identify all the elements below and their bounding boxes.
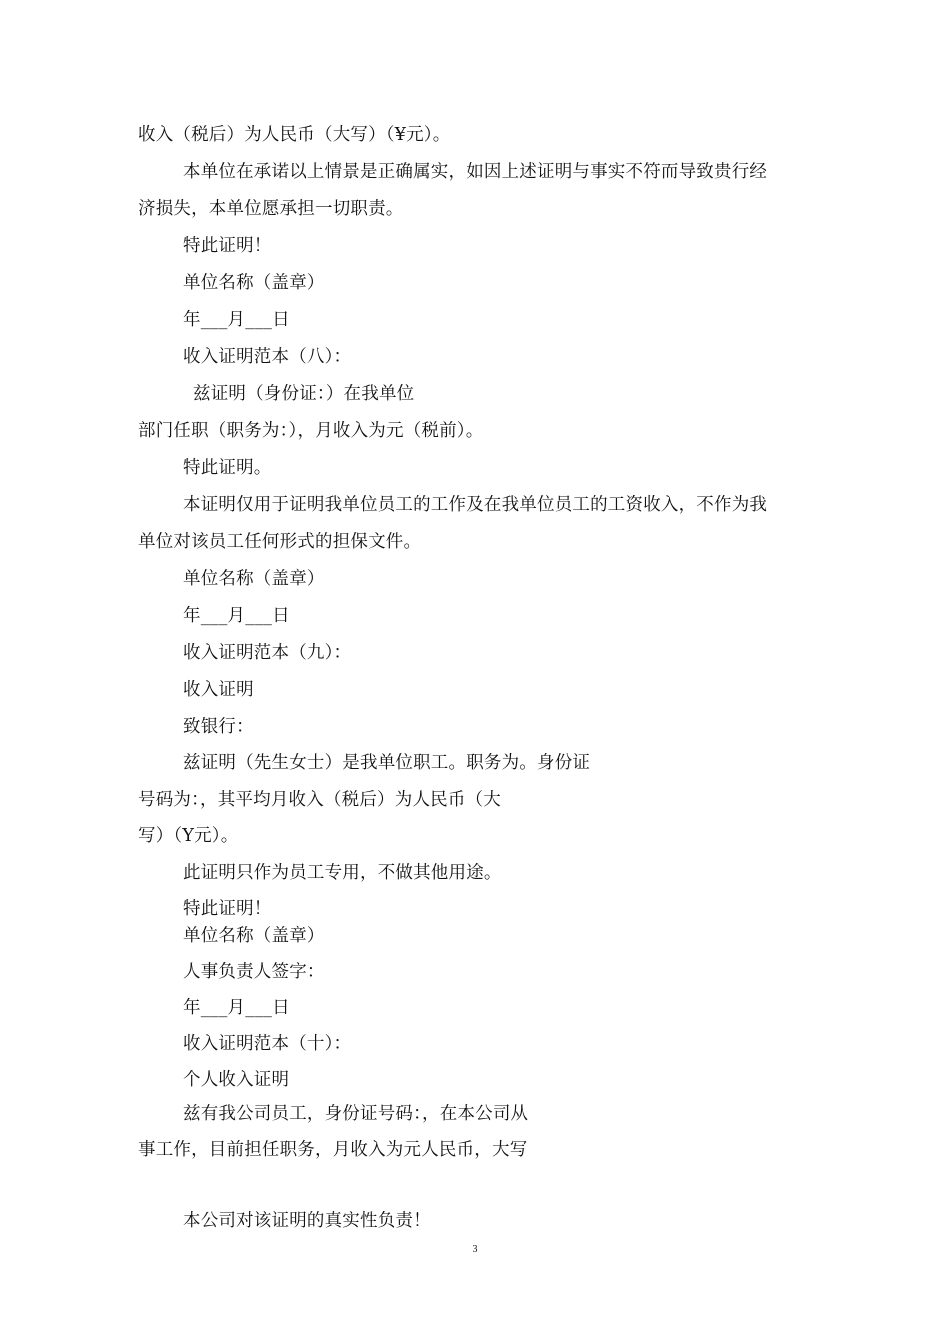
paragraph-line: 事工作，目前担任职务，月收入为元人民币，大写 bbox=[138, 1140, 528, 1160]
paragraph-line: 兹证明（身份证：）在我单位 bbox=[193, 384, 415, 404]
paragraph-line: 本单位在承诺以上情景是正确属实，如因上述证明与事实不符而导致贵行经 bbox=[183, 162, 768, 182]
date-line: 年___月___日 bbox=[183, 606, 290, 626]
section-heading: 收入证明范本（九）： bbox=[183, 643, 352, 663]
paragraph-line: 单位对该员工任何形式的担保文件。 bbox=[138, 532, 422, 552]
paragraph-line: 号码为：，其平均月收入（税后）为人民币（大 bbox=[138, 790, 501, 810]
paragraph-line: 收入（税后）为人民币（大写）（¥元）。 bbox=[138, 125, 451, 145]
paragraph-line: 特此证明。 bbox=[183, 458, 272, 478]
paragraph-line: 本公司对该证明的真实性负责！ bbox=[183, 1211, 431, 1231]
date-line: 年___月___日 bbox=[183, 310, 290, 330]
page-number: 3 bbox=[472, 1244, 478, 1255]
section-heading: 收入证明范本（八）： bbox=[183, 347, 352, 367]
paragraph-line: 此证明只作为员工专用，不做其他用途。 bbox=[183, 863, 502, 883]
paragraph-line: 写）（Y元）。 bbox=[138, 826, 239, 846]
paragraph-line: 特此证明！ bbox=[183, 899, 272, 919]
section-heading: 收入证明范本（十）： bbox=[183, 1034, 352, 1054]
paragraph-line: 特此证明！ bbox=[183, 236, 272, 256]
paragraph-line: 致银行： bbox=[183, 717, 254, 737]
paragraph-line: 兹有我公司员工，身份证号码：，在本公司从 bbox=[183, 1104, 529, 1124]
paragraph-line: 人事负责人签字： bbox=[183, 962, 325, 982]
paragraph-line: 本证明仅用于证明我单位员工的工作及在我单位员工的工资收入，不作为我 bbox=[183, 495, 768, 515]
paragraph-line: 单位名称（盖章） bbox=[183, 273, 325, 293]
paragraph-line: 收入证明 bbox=[183, 680, 254, 700]
paragraph-line: 兹证明（先生女士）是我单位职工。职务为。身份证 bbox=[183, 753, 591, 773]
paragraph-line: 个人收入证明 bbox=[183, 1070, 290, 1090]
date-line: 年___月___日 bbox=[183, 998, 290, 1018]
paragraph-line: 部门任职（职务为：），月收入为元（税前）。 bbox=[138, 421, 484, 441]
paragraph-line: 单位名称（盖章） bbox=[183, 569, 325, 589]
paragraph-line: 济损失，本单位愿承担一切职责。 bbox=[138, 199, 404, 219]
paragraph-line: 单位名称（盖章） bbox=[183, 926, 325, 946]
